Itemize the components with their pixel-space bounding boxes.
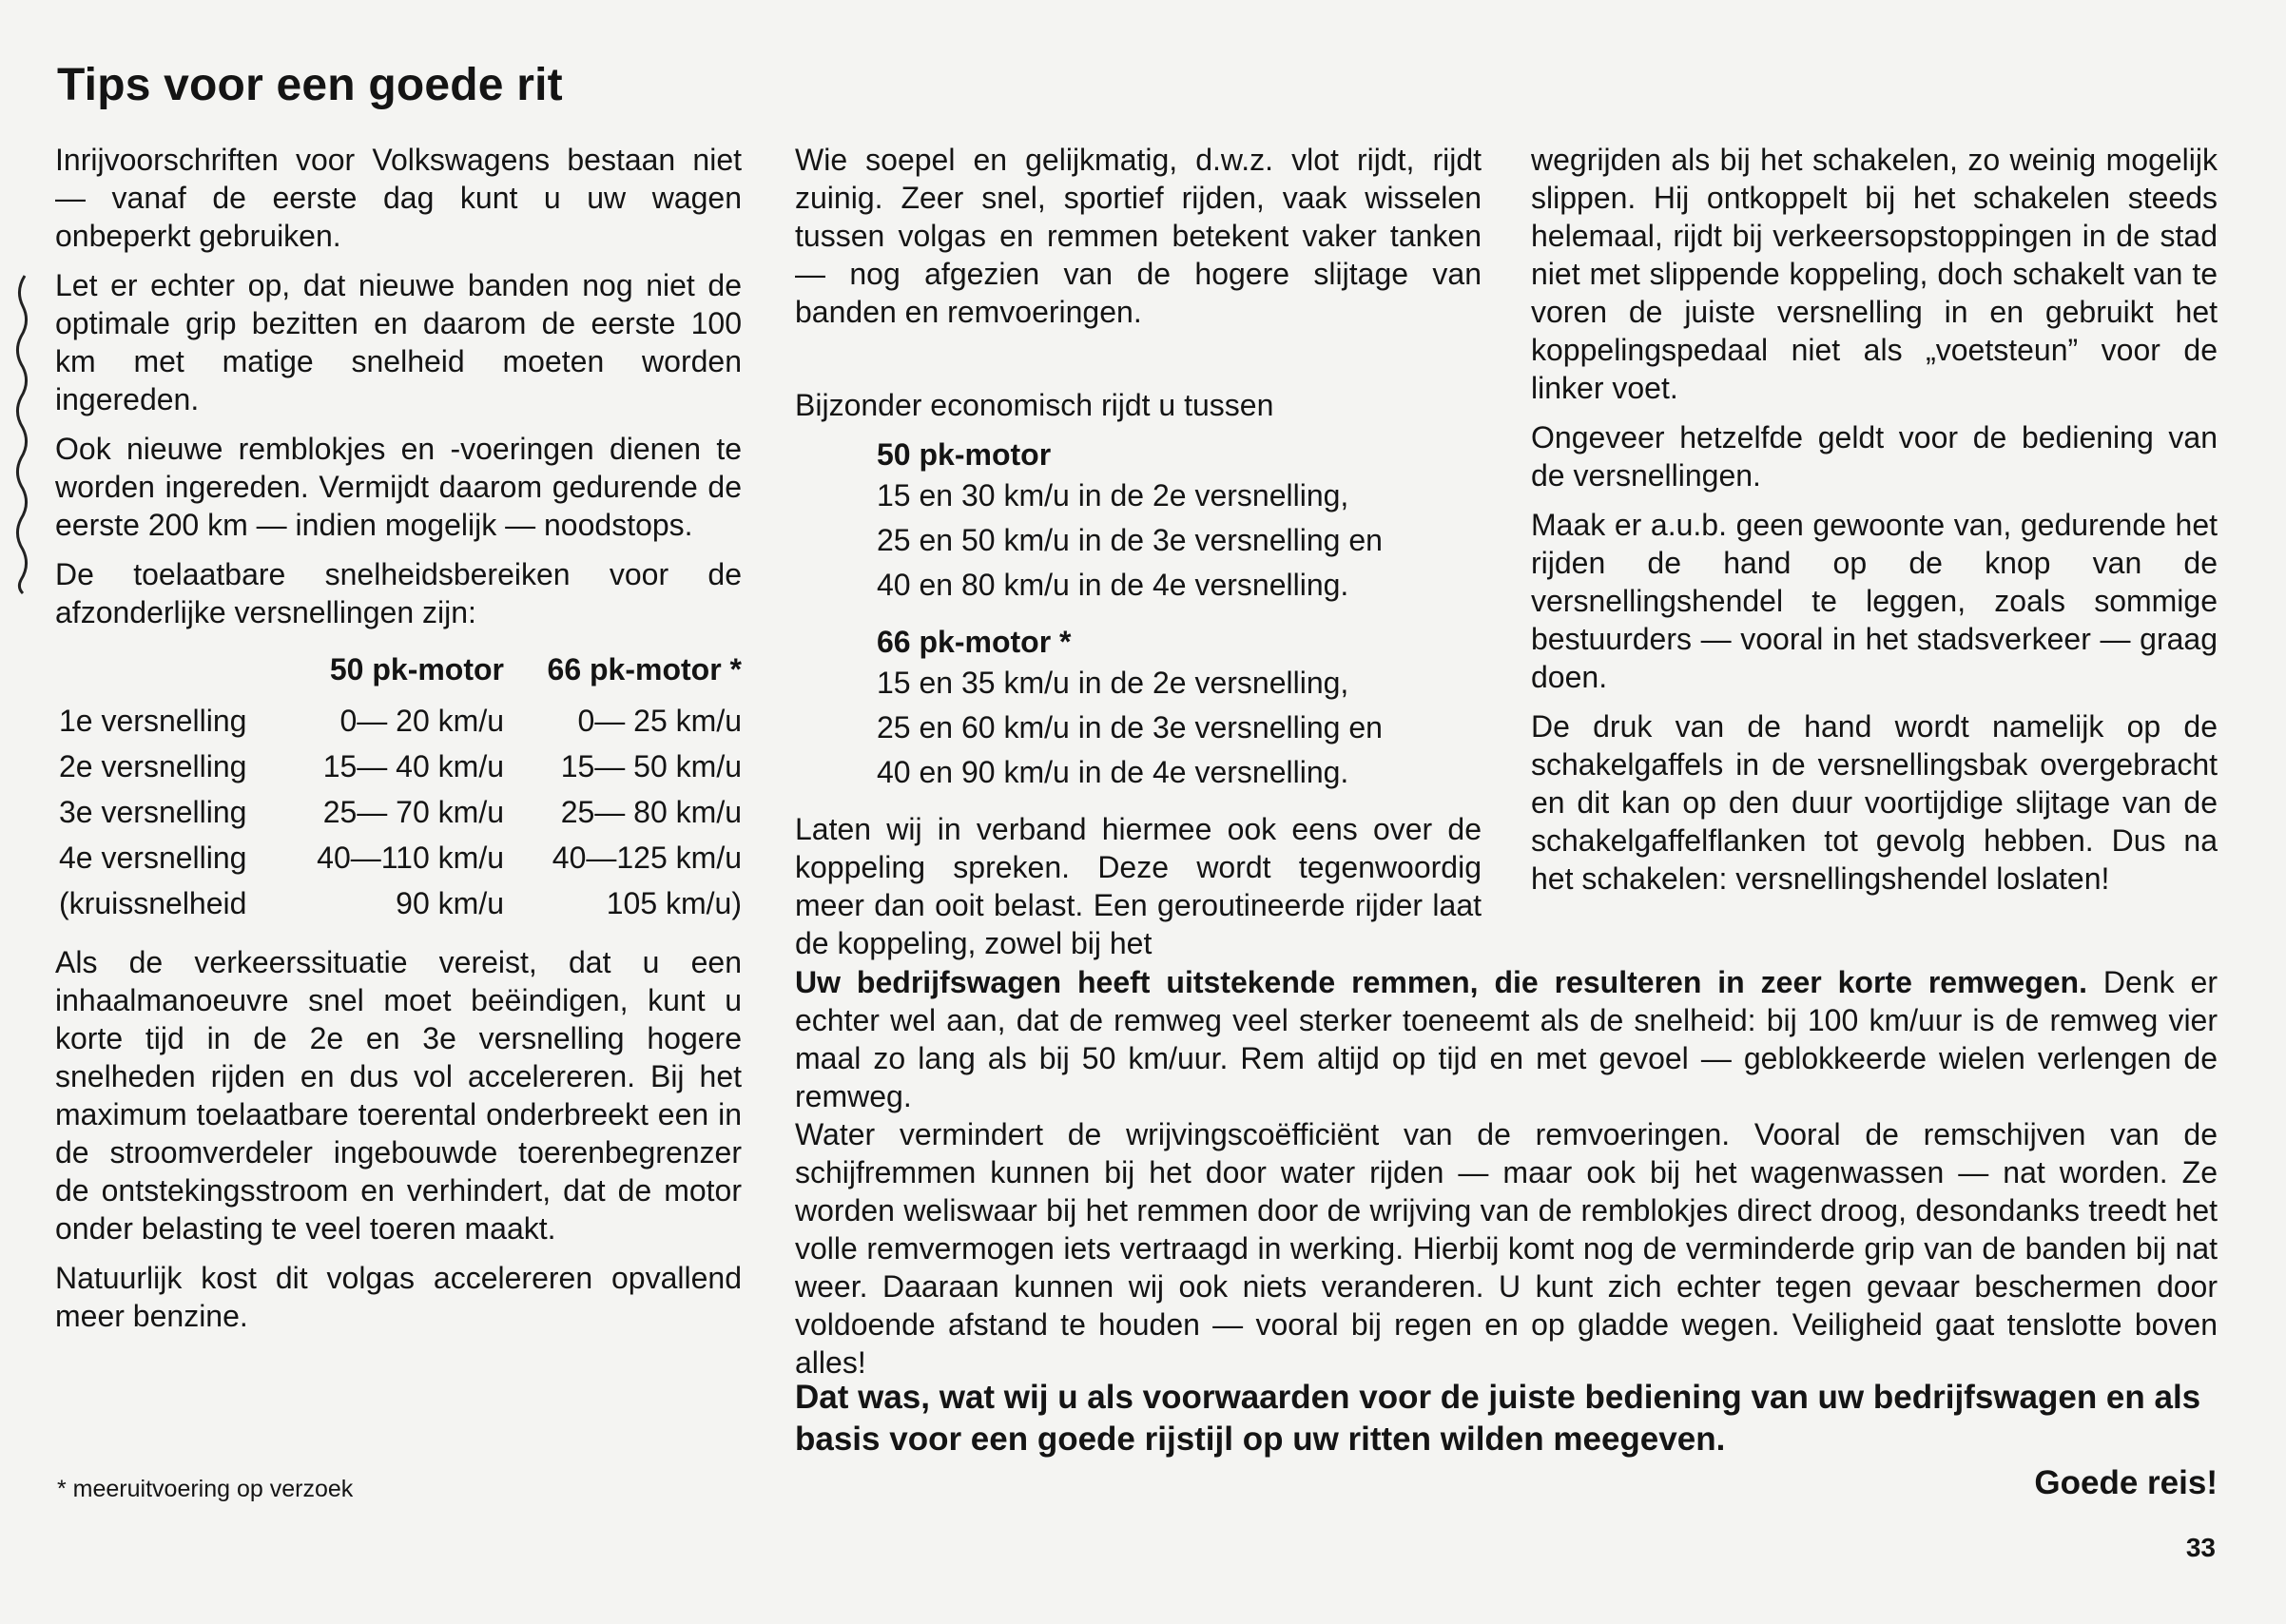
- economy-50pk: [877, 435, 1482, 608]
- footnote: * meeruitvoering op verzoek: [57, 1476, 354, 1502]
- range-66pk: 105 km/u): [606, 886, 742, 920]
- economy-line: 25 en 50 km/u in de 3e versnelling en: [877, 523, 1383, 557]
- economy-line: 40 en 80 km/u in de 4e versnelling.: [877, 568, 1349, 602]
- paragraph-fuel-use: Natuurlijk kost dit volgas accelereren opvallend meer benzine.: [55, 1261, 742, 1333]
- gear-label: 3e versnelling: [59, 795, 247, 829]
- table-header-50pk: 50 pk-motor: [329, 652, 504, 686]
- gear-label: 2e versnelling: [59, 749, 247, 783]
- goede-reis: Goede reis!: [2034, 1464, 2218, 1501]
- paragraph-tyres: Let er echter op, dat nieuwe banden nog niet de optimale grip bezitten en daarom de eerste 100 km met matige snelheid moeten worden ingereden.: [55, 268, 742, 416]
- economy-line: 40 en 90 km/u in de 4e versnelling.: [877, 755, 1349, 789]
- gear-label: 1e versnelling: [59, 704, 247, 738]
- paragraph-shift-forks: De druk van de hand wordt namelijk op de schakelgaffels in de versnellingsbak overgebracht en dit kan op den duur voortijdige slijtage van de schakelgaffelflanken tot gevolg hebben. Dus na het schakelen: versnellingshendel loslaten!: [1531, 709, 2218, 896]
- range-50pk: 0— 20 km/u: [339, 704, 504, 738]
- range-50pk: 25— 70 km/u: [322, 795, 504, 829]
- paragraph-clutch: Laten wij in verband hiermee ook eens over de koppeling spreken. Deze wordt tegenwoordig meer dan ooit belast. Een geroutineerde rijder laat de koppeling, zowel bij het: [795, 812, 1482, 960]
- economy-66pk: [877, 623, 1482, 795]
- paragraph-speed-ranges-intro: De toelaatbare snelheidsbereiken voor de afzonderlijke versnellingen zijn:: [55, 557, 742, 629]
- table-row: [59, 835, 742, 880]
- economy-intro: Bijzonder economisch rijdt u tussen: [795, 388, 1274, 422]
- table-header-66pk: 66 pk-motor *: [547, 652, 742, 686]
- paragraph-clutch-cont: wegrijden als bij het schakelen, zo weinig mogelijk slippen. Hij ontkoppelt bij het schakelen steeds helemaal, rijdt bij verkeersopstoppingen in de stad niet met slippende koppeling, doch schakelt van te voren de juiste versnelling in en gebruikt het koppelingspedaal niet als „voetsteun” voor de linker voet.: [1531, 143, 2218, 405]
- range-66pk: 15— 50 km/u: [560, 749, 742, 783]
- page-number: 33: [2185, 1533, 2216, 1562]
- range-66pk: 0— 25 km/u: [577, 704, 742, 738]
- economy-line: 25 en 60 km/u in de 3e versnelling en: [877, 710, 1383, 744]
- economy-line: 15 en 35 km/u in de 2e versnelling,: [877, 666, 1349, 700]
- paragraph-gearshift: Ongeveer hetzelfde geldt voor de bediening van de versnellingen.: [1531, 420, 2218, 493]
- range-66pk: 40—125 km/u: [552, 841, 742, 875]
- column-left: [55, 141, 742, 1346]
- paragraph-smooth-driving: Wie soepel en gelijkmatig, d.w.z. vlot rijdt, rijdt zuinig. Zeer snel, sportief rijden, vaak wisselen tussen volgas en remmen betekent vaker tanken — nog afgezien van de hogere slijtage van banden en remvoeringen.: [795, 143, 1482, 329]
- brakes-text: Denk er echter wel aan, dat de remweg veel sterker toeneemt als de snelheid: bij 100 km/uur is de remweg vier maal zo lang als bij 50 km/uur. Rem altijd op tijd en met gevoel — geblokkeerde wielen verlengen de remweg.: [795, 965, 2218, 1113]
- paragraph-brake-pads: Ook nieuwe remblokjes en -voeringen dienen te worden ingereden. Vermijdt daarom gedurende de eerste 200 km — indien mogelijk — noodstops.: [55, 432, 742, 542]
- paragraph-hand-on-lever: Maak er a.u.b. geen gewoonte van, gedurende het rijden de hand op de knop van de versnellingshendel te leggen, zoals sommige bestuurders — vooral in het stadsverkeer — graag doen.: [1531, 508, 2218, 694]
- table-header-blank: [59, 650, 302, 698]
- economy-motor-title: 66 pk-motor *: [877, 625, 1072, 659]
- gear-label: 4e versnelling: [59, 841, 247, 875]
- gear-label: (kruissnelheid: [59, 886, 247, 920]
- table-row: [59, 789, 742, 835]
- range-50pk: 90 km/u: [396, 886, 504, 920]
- paragraph-no-breakin: Inrijvoorschriften voor Volkswagens bestaan niet — vanaf de eerste dag kunt u uw wagen onbeperkt gebruiken.: [55, 143, 742, 253]
- column-right: [1531, 141, 2218, 909]
- page-title: Tips voor een goede rit: [57, 60, 563, 110]
- paragraph-brakes: [795, 963, 2218, 1382]
- column-middle: [795, 141, 1482, 974]
- table-row: [59, 698, 742, 744]
- table-header-row: [59, 650, 742, 698]
- table-row: [59, 880, 742, 926]
- economy-line: 15 en 30 km/u in de 2e versnelling,: [877, 478, 1349, 512]
- economy-motor-title: 50 pk-motor: [877, 437, 1052, 472]
- table-row: [59, 744, 742, 789]
- closing-statement: Dat was, wat wij u als voorwaarden voor de juiste bediening van uw bedrijfswagen en als basis voor een goede rijstijl op uw ritten wilden meegeven.: [795, 1379, 2201, 1458]
- range-50pk: 40—110 km/u: [317, 841, 504, 875]
- margin-bracket-mark: [10, 274, 32, 595]
- brakes-bold-lead: Uw bedrijfswagen heeft uitstekende remmen, die resulteren in zeer korte remwegen.: [795, 965, 2087, 999]
- speed-range-table: [59, 650, 742, 926]
- brakes-water-text: Water vermindert de wrijvingscoëfficiënt van de remvoeringen. Vooral de remschijven van de schijfremmen kunnen bij het door water rijden — maar ook bij het wagenwassen — nat worden. Ze worden weliswaar bij het remmen door de wrijving van de remblokjes direct droog, desondanks treedt het volle remvermogen iets vertraagd in werking. Hierbij komt nog de verminderde grip van de banden bij nat weer. Daaraan kunnen wij ook niets veranderen. U kunt zich echter tegen gevaar beschermen door voldoende afstand te houden — vooral bij regen en op gladde wegen. Veiligheid gaat tenslotte boven alles!: [795, 1117, 2218, 1380]
- range-50pk: 15— 40 km/u: [322, 749, 504, 783]
- paragraph-overtaking: Als de verkeerssituatie vereist, dat u een inhaalmanoeuvre snel moet beëindigen, kunt u korte tijd in de 2e en 3e versnelling hogere snelheden rijden en dus vol accelereren. Bij het maximum toelaatbare toerental onderbreekt een in de stroomverdeler ingebouwde toerenbegrenzer de ontstekingsstroom en verhindert, dat de motor onder belasting te veel toeren maakt.: [55, 945, 742, 1246]
- range-66pk: 25— 80 km/u: [560, 795, 742, 829]
